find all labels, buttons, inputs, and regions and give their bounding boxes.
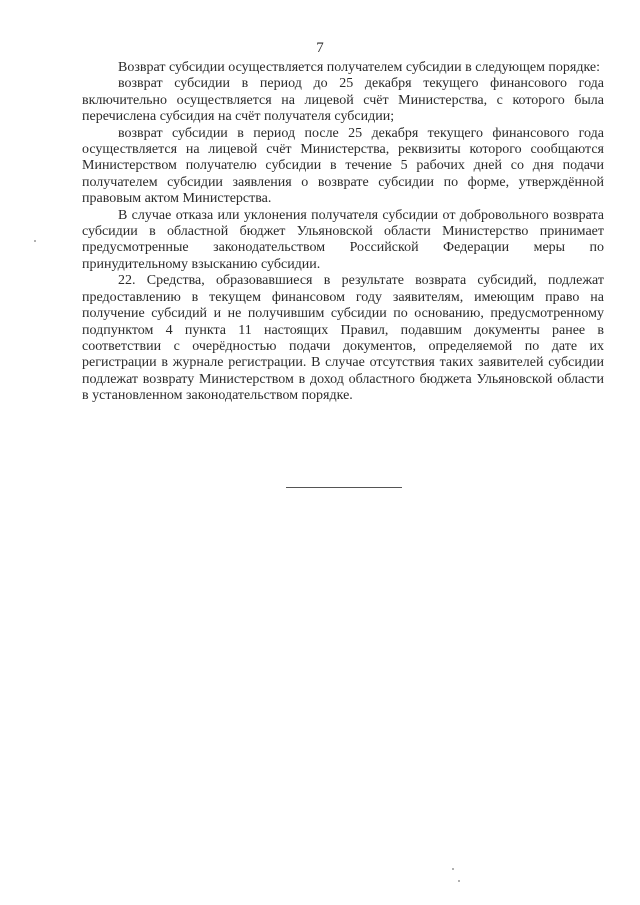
page-number: 7 [316,40,324,56]
scan-speck [34,240,36,242]
document-body [82,60,604,405]
paragraph-refusal: В случае отказа или уклонения получателя субсидии от добровольного возврата субсидии в областной бюджет Ульяновской области Министерство принимает предусмотренные законодательством Российской Федерации меры по принудительному взысканию субсидии. [82,207,604,272]
paragraph-22: 22. Средства, образовавшиеся в результате возврата субсидий, подлежат предоставлению в текущем финансовом году заявителям, имеющим право на получение субсидий и не получившим субсидии по основанию, предусмотренному подпунктом 4 пункта 11 настоящих Правил, подавшим документы ранее в соответствии с очерёдностью подачи документов, определяемой по дате их регистрации в журнале регистрации. В случае отсутствия таких заявителей субсидии подлежат возврату Министерством в доход областного бюджета Ульяновской области в установленном законодательством порядке. [82,273,604,404]
paragraph-return-order: Возврат субсидии осуществляется получателем субсидии в следующем порядке: [118,60,601,75]
end-separator-line [286,487,402,488]
scan-speck [458,880,460,882]
paragraph-after-dec-25: возврат субсидии в период после 25 декабря текущего финансового года осуществляется на лицевой счёт Министерства, реквизиты которого сообщаются Министерством получателю субсидии в течение 5 рабочих дней со дня подачи получателем субсидии заявления о возврате субсидии по форме, утверждённой правовым актом Министерства. [82,125,604,207]
scan-speck [452,868,454,870]
paragraph-before-dec-25: возврат субсидии в период до 25 декабря текущего финансового года включительно осуществляется на лицевой счёт Министерства, с которого была перечислена субсидия на счёт получателя субсидии; [82,76,604,125]
